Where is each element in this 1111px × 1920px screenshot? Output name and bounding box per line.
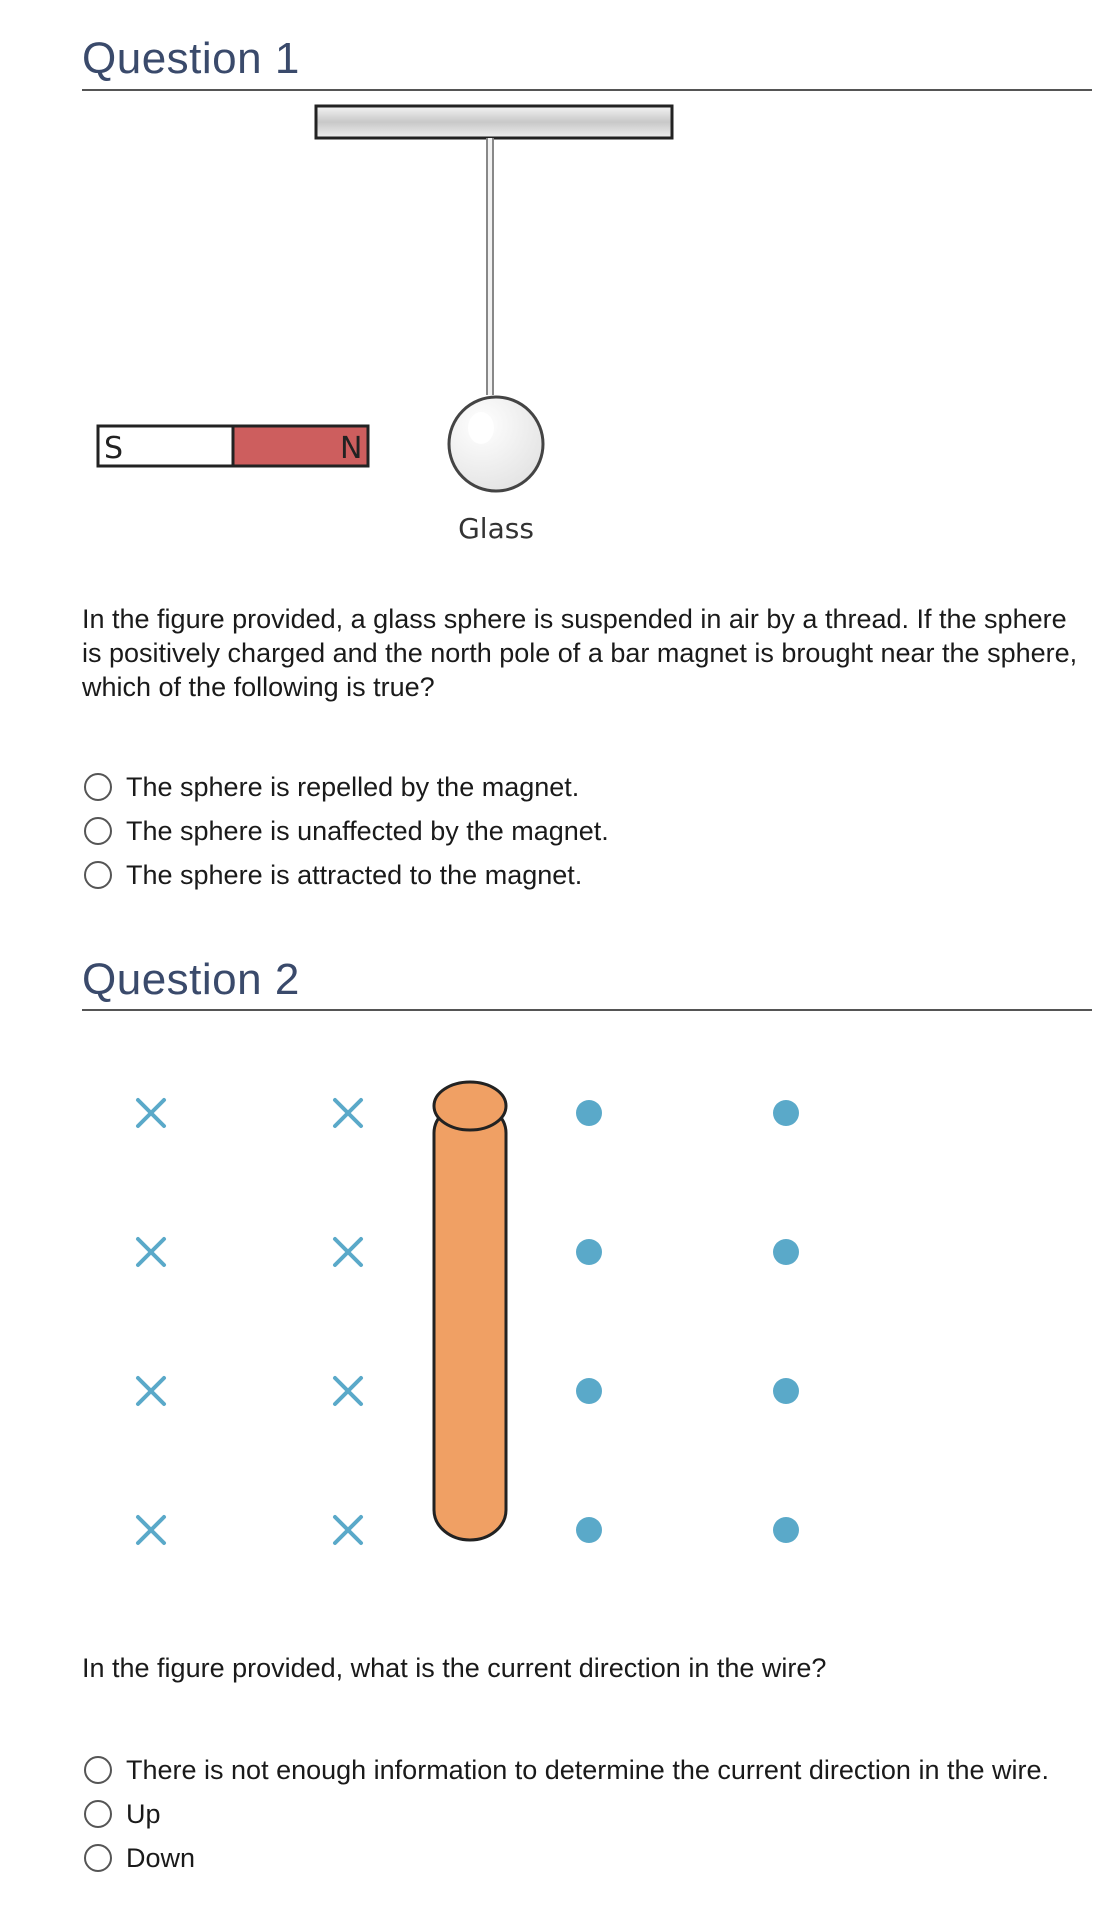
question-2-title: Question 2 xyxy=(82,955,300,1004)
sphere-label: Glass xyxy=(458,512,534,545)
radio-button[interactable] xyxy=(84,773,112,801)
out-of-page-dot-icon xyxy=(576,1517,602,1543)
option-label: Up xyxy=(126,1798,161,1829)
radio-button[interactable] xyxy=(84,1756,112,1784)
question-1-option-attracted[interactable] xyxy=(84,853,609,897)
into-page-x-icon xyxy=(335,1100,361,1126)
ceiling-support xyxy=(316,106,672,138)
magnet-north-label: N xyxy=(340,431,363,466)
question-2-figure xyxy=(0,1040,1111,1600)
option-label: There is not enough information to determine the current direction in the wire. xyxy=(126,1754,1049,1785)
out-of-page-dot-icon xyxy=(576,1239,602,1265)
radio-button[interactable] xyxy=(84,817,112,845)
radio-button[interactable] xyxy=(84,1844,112,1872)
question-2-option-up[interactable] xyxy=(84,1792,1049,1836)
out-of-page-dot-icon xyxy=(773,1378,799,1404)
option-label: The sphere is attracted to the magnet. xyxy=(126,859,583,890)
option-label: The sphere is repelled by the magnet. xyxy=(126,771,580,802)
glass-sphere xyxy=(449,397,543,491)
option-label: Down xyxy=(126,1842,196,1873)
into-page-x-icon xyxy=(335,1239,361,1265)
out-of-page-dot-icon xyxy=(773,1239,799,1265)
out-of-page-dot-icon xyxy=(773,1100,799,1126)
question-1-option-unaffected[interactable] xyxy=(84,809,609,853)
question-1-option-repelled[interactable] xyxy=(84,765,609,809)
bar-magnet xyxy=(98,426,368,466)
question-2-divider xyxy=(82,1009,1092,1011)
question-2-prompt: In the figure provided, what is the current direction in the wire? xyxy=(82,1653,827,1683)
question-1-options xyxy=(84,765,609,897)
out-of-page-dot-icon xyxy=(576,1378,602,1404)
into-page-x-icon xyxy=(138,1517,164,1543)
into-page-x-icon xyxy=(138,1378,164,1404)
out-of-page-dot-icon xyxy=(576,1100,602,1126)
into-page-x-icon xyxy=(335,1517,361,1543)
question-2-option-down[interactable] xyxy=(84,1836,1049,1880)
magnet-south-label: S xyxy=(104,431,124,466)
radio-button[interactable] xyxy=(84,861,112,889)
into-page-x-icon xyxy=(138,1239,164,1265)
question-1-title: Question 1 xyxy=(82,34,300,83)
straight-wire xyxy=(434,1082,506,1540)
field-out-of-page-right xyxy=(576,1100,799,1543)
into-page-x-icon xyxy=(138,1100,164,1126)
question-1-prompt: In the figure provided, a glass sphere is suspended in air by a thread. If the sphere is positively charged and the north pole of a bar magnet is brought near the sphere, which of the following is true? xyxy=(82,604,1078,702)
question-2-option-not-enough-info[interactable] xyxy=(84,1748,1049,1792)
question-1-figure xyxy=(0,90,1111,570)
out-of-page-dot-icon xyxy=(773,1517,799,1543)
option-label: The sphere is unaffected by the magnet. xyxy=(126,815,609,846)
question-2-options xyxy=(84,1748,1049,1880)
field-into-page-left xyxy=(138,1100,361,1543)
into-page-x-icon xyxy=(335,1378,361,1404)
radio-button[interactable] xyxy=(84,1800,112,1828)
